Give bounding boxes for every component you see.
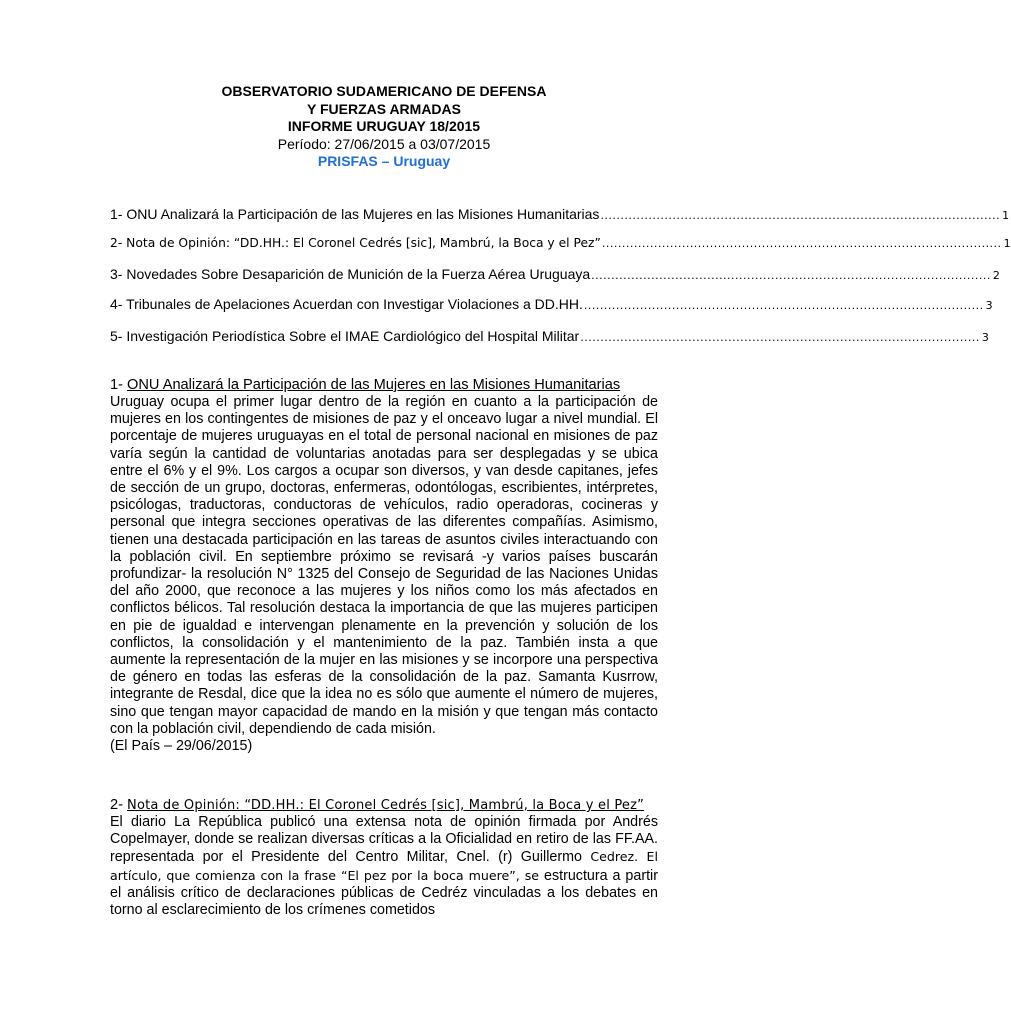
article-1-body: Uruguay ocupa el primer lugar dentro de la región en cuanto a la participación de mujeres en los contingentes de misiones de paz y el onceavo lugar a nivel mundial. El porcentaje de mujeres uruguayas en el total de personal nacional en misiones de paz varía según la cantidad de voluntarias anotadas para ser desplegadas y se ubica entre el 6% y el 9%. Los cargos a ocupar son diversos, y van desde capitanes, jefes de sección de un grupo, doctoras, enfermeras, odontólogas, escribientes, intérpretes, psicólogas, traductoras, conductoras de vehículos, radio operadoras, cocineras y personal que integra secciones operativas de las diferentes compañías. Asimismo, tienen una destacada participación en las tareas de asuntos civiles interactuando con la población civil. En septiembre próximo se revisará -y varios países buscarán profundizar- la resolución N° 1325 del Consejo de Seguridad de las Naciones Unidas del año 2000, que reconoce a las mujeres y los niños como los más afectados en conflictos bélicos. Tal resolución destaca la importancia de que las mujeres participen en pie de igualdad e intervengan plenamente en la prevención y solución de los conflictos, la consolidación y el mantenimiento de la paz. También insta a que aumente la representación de la mujer en las misiones y se incorpore una perspectiva de género en todas las esferas de la consolidación de la paz. Samanta Kusrrow, integrante de Resdal, dice que la idea no es sólo que aumente el número de mujeres, sino que tengan mayor capacidad de mando en la misión y que tengan más contacto con la población civil, dependiendo de cada misión. xyxy=(110,394,658,737)
header-organization-cont: Y FUERZAS ARMADAS xyxy=(306,100,461,117)
article-1-title: ONU Analizará la Participación de las Mujeres en las Misiones Humanitarias xyxy=(127,377,621,393)
article-1-heading xyxy=(110,377,658,394)
article-2-body-part3: estructura a partir el análisis crítico de declaraciones públicas de Cedréz vinculadas a los debates en torno al esclarecimiento de los crímenes cometidos xyxy=(110,867,658,919)
toc-entry-page: 3 xyxy=(981,331,989,344)
header-period: Período: 27/06/2015 a 03/07/2015 xyxy=(277,135,491,152)
toc-entry-page: 1 xyxy=(1003,237,1011,250)
article-2-body xyxy=(110,814,658,919)
toc-leader-dots xyxy=(590,267,991,285)
article-2-heading xyxy=(110,797,658,814)
article-2 xyxy=(110,797,658,919)
toc-leader-dots xyxy=(599,207,1000,225)
toc-entry-page: 2 xyxy=(992,269,1000,282)
header-program: PRISFAS – Uruguay xyxy=(317,153,451,169)
article-1-source: (El País – 29/06/2015) xyxy=(110,738,253,755)
toc-entry-label: 4- Tribunales de Apelaciones Acuerdan con Investigar Violaciones a DD.HH. xyxy=(110,296,583,312)
toc-leader-dots xyxy=(601,235,1002,253)
toc-leader-dots xyxy=(579,329,980,347)
article-2-body-part1: El diario La República publicó una extensa nota de opinión firmada por Andrés Copelmayer, donde se realizan diversas críticas a la Oficialidad en retiro de las FF.AA. representada por el Presidente del Centro Militar, Cnel. (r) Guillermo xyxy=(110,814,658,866)
toc-entry-page: 3 xyxy=(985,299,993,312)
toc-entry-5[interactable] xyxy=(110,327,989,345)
toc-entry-label: 2- Nota de Opinión: “DD.HH.: El Coronel Cedrés [sic], Mambrú, la Boca y el Pez” xyxy=(110,236,601,250)
toc-entry-4[interactable] xyxy=(110,295,993,313)
header-report-title: INFORME URUGUAY 18/2015 xyxy=(287,118,481,134)
toc-entry-3[interactable] xyxy=(110,265,1000,283)
toc-entry-1[interactable] xyxy=(110,205,1010,223)
toc-entry-label: 3- Novedades Sobre Desaparición de Munición de la Fuerza Aérea Uruguaya xyxy=(110,266,591,282)
article-2-title: Nota de Opinión: “DD.HH.: El Coronel Cedrés [sic], Mambrú, la Boca y el Pez” xyxy=(127,798,645,813)
article-2-body-part2: Cedrez. El artículo, que comienza con la frase “El pez por la boca muere”, se xyxy=(110,849,658,883)
toc-entry-page: 1 xyxy=(1002,209,1010,222)
toc-entry-2[interactable] xyxy=(110,234,1011,252)
toc-leader-dots xyxy=(583,297,984,315)
article-1-number: 1- xyxy=(110,377,128,393)
toc-entry-label: 5- Investigación Periodística Sobre el IMAE Cardiológico del Hospital Militar xyxy=(110,328,580,344)
report-header xyxy=(0,83,768,171)
article-2-number: 2- xyxy=(110,797,128,813)
article-1 xyxy=(110,377,658,755)
toc-entry-label: 1- ONU Analizará la Participación de las Mujeres en las Misiones Humanitarias xyxy=(110,206,600,222)
header-organization: OBSERVATORIO SUDAMERICANO DE DEFENSA xyxy=(221,83,547,99)
